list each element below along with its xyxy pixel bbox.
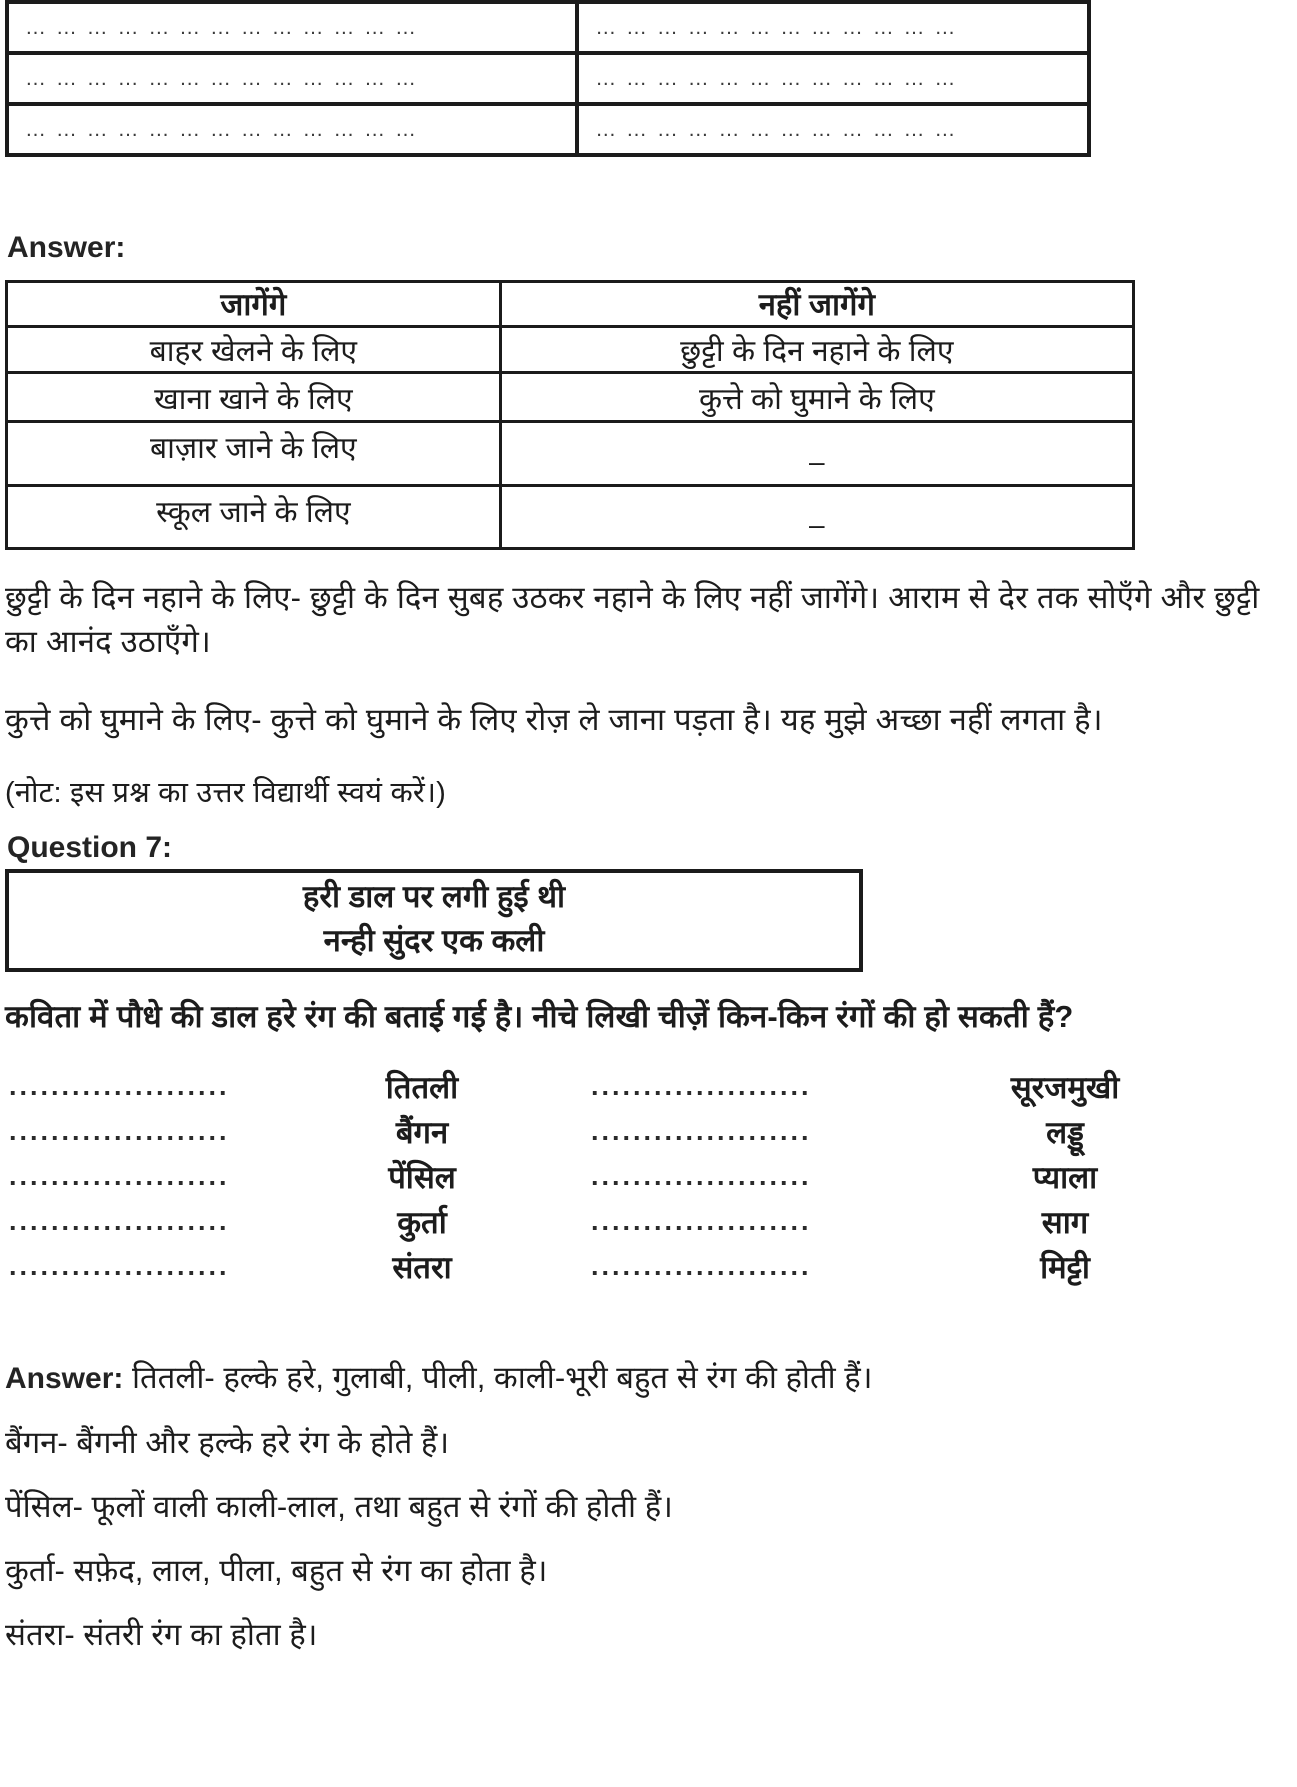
- list-word: संतरा: [392, 1249, 452, 1285]
- blank-line: .....................: [9, 1251, 230, 1282]
- list-word: प्याला: [1032, 1159, 1098, 1195]
- poem-line: नन्ही सुंदर एक कली: [323, 922, 545, 958]
- answer-heading: Answer:: [7, 231, 126, 264]
- answer-line: कुर्ता- सफ़ेद, लाल, पीला, बहुत से रंग का होता है।: [5, 1553, 548, 1589]
- blank-cell: … … … … … … … … … … … … …: [7, 2, 577, 53]
- list-word: बैंगन: [395, 1114, 449, 1150]
- blank-fill-table: [5, 0, 1091, 157]
- blank-line: .....................: [591, 1071, 812, 1102]
- table-cell: बाज़ार जाने के लिए: [7, 422, 501, 486]
- blank-line: .....................: [9, 1161, 230, 1192]
- paragraph-holiday-explanation: छुट्टी के दिन नहाने के लिए- छुट्टी के दिन सुबह उठकर नहाने के लिए नहीं जागेंगे। आराम से देर तक सोएँगे और छुट्टी का आनंद उठाएँगे।: [5, 580, 1260, 660]
- list-item: [5, 1199, 1290, 1244]
- list-word: पेंसिल: [388, 1159, 456, 1195]
- list-item: [5, 1109, 1290, 1154]
- paragraph-note: (नोट: इस प्रश्न का उत्तर विद्यार्थी स्वयं करें।): [5, 777, 447, 810]
- table-cell: बाहर खेलने के लिए: [7, 327, 501, 373]
- table-header-row: [7, 282, 1134, 327]
- blank-cell: … … … … … … … … … … … … …: [7, 104, 577, 155]
- answer-line: [5, 1356, 1290, 1401]
- blank-line: .....................: [591, 1161, 812, 1192]
- list-item: [5, 1154, 1290, 1199]
- table-cell: स्कूल जाने के लिए: [7, 486, 501, 549]
- table-cell-dash: –: [500, 422, 1133, 486]
- blank-cell: … … … … … … … … … … … …: [577, 104, 1089, 155]
- blank-line: .....................: [9, 1071, 230, 1102]
- column-header-not-wake: नहीं जागेंगे: [500, 282, 1133, 327]
- column-header-wake: जागेंगे: [7, 282, 501, 327]
- poem-line: हरी डाल पर लगी हुई थी: [302, 879, 566, 915]
- table-row: [7, 327, 1134, 373]
- list-word: कुर्ता: [397, 1204, 447, 1240]
- blank-cell: … … … … … … … … … … … …: [577, 53, 1089, 104]
- paragraph-dog-explanation: कुत्ते को घुमाने के लिए- कुत्ते को घुमाने के लिए रोज़ ले जाना पड़ता है। यह मुझे अच्छा नहीं लगता है।: [5, 702, 1103, 738]
- list-item: [5, 1064, 1290, 1109]
- answer-line: पेंसिल- फूलों वाली काली-लाल, तथा बहुत से रंगों की होती हैं।: [5, 1489, 673, 1525]
- blank-line: .....................: [591, 1116, 812, 1147]
- table-row: [7, 422, 1134, 486]
- list-word: तितली: [385, 1069, 459, 1105]
- table-cell-dash: –: [500, 486, 1133, 549]
- answer-text: तितली- हल्के हरे, गुलाबी, पीली, काली-भूरी बहुत से रंग की होती हैं।: [131, 1360, 873, 1396]
- blank-line: .....................: [591, 1251, 812, 1282]
- answer-line: बैंगन- बैंगनी और हल्के हरे रंग के होते हैं।: [5, 1425, 450, 1461]
- question-prompt: कविता में पौधे की डाल हरे रंग की बताई गई है। नीचे लिखी चीज़ें किन-किन रंगों की हो सकती हैं?: [5, 999, 1074, 1034]
- list-word: मिट्टी: [1040, 1249, 1090, 1285]
- table-row: [7, 486, 1134, 549]
- table-row: [7, 53, 1089, 104]
- list-word: लड्डू: [1046, 1114, 1084, 1150]
- table-row: [7, 104, 1089, 155]
- question-heading: Question 7:: [7, 831, 173, 865]
- blank-cell: … … … … … … … … … … … …: [577, 2, 1089, 53]
- poem-box: [5, 869, 863, 972]
- table-cell: खाना खाने के लिए: [7, 373, 501, 422]
- blank-line: .....................: [591, 1206, 812, 1237]
- answer-label: Answer:: [5, 1362, 124, 1396]
- table-cell: छुट्टी के दिन नहाने के लिए: [500, 327, 1133, 373]
- blank-line: .....................: [9, 1116, 230, 1147]
- blank-cell: … … … … … … … … … … … … …: [7, 53, 577, 104]
- table-row: [7, 373, 1134, 422]
- blank-line: .....................: [9, 1206, 230, 1237]
- list-word: सूरजमुखी: [1010, 1069, 1120, 1105]
- list-item: [5, 1244, 1290, 1289]
- table-cell: कुत्ते को घुमाने के लिए: [500, 373, 1133, 422]
- answer-line: संतरा- संतरी रंग का होता है।: [5, 1617, 318, 1653]
- list-word: साग: [1041, 1204, 1089, 1240]
- table-row: [7, 2, 1089, 53]
- wake-answer-table: [5, 280, 1135, 550]
- fill-in-list: [5, 1064, 1290, 1289]
- answer-section: [5, 1356, 1290, 1657]
